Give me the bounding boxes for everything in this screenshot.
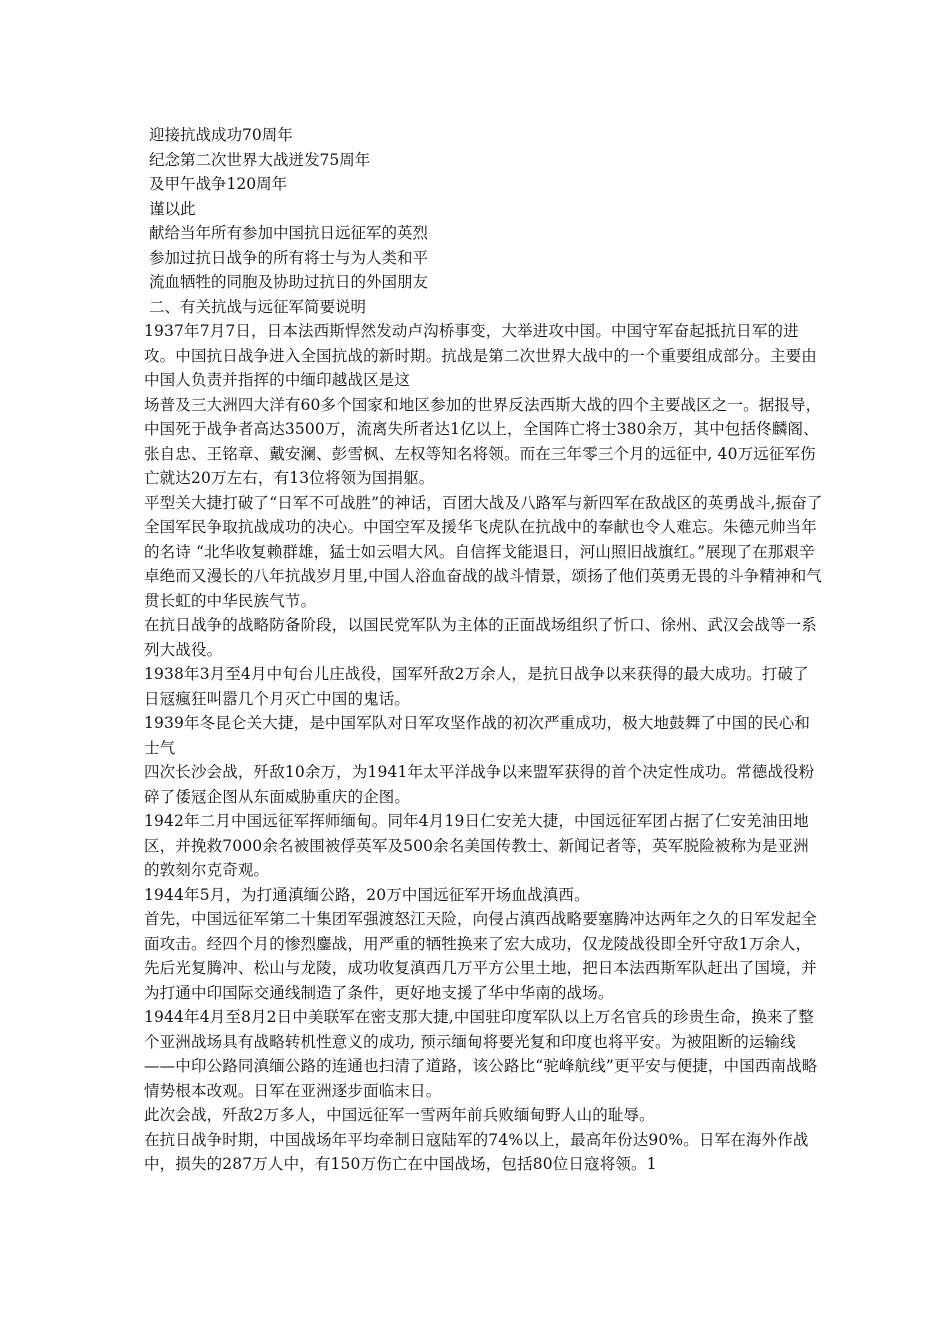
- dedication-line: 流血牺牲的同胞及协助过抗日的外国朋友: [149, 273, 429, 291]
- document-page: [144, 123, 824, 1177]
- paragraph: 1939年冬昆仑关大捷，是中国军队对日军攻坚作战的初次严重成功，极大地鼓舞了中国的民心和士气: [144, 714, 811, 757]
- paragraph: 场普及三大洲四大洋有60多个国家和地区参加的世界反法西斯大战的四个主要战区之一。据报导，中国死于战争者高达3500万，流离失所者达1亿以上，全国阵亡将士380余万，其中包括佟麟阁、张自忠、王铭章、戴安澜、彭雪枫、左权等知名将领。而在三年零三个月的远征中, 40万远征军伤亡就达20万左右，有13位将领为国捐躯。: [144, 395, 822, 487]
- paragraph: 四次长沙会战，歼敌10余万，为1941年太平洋战争以来盟军获得的首个决定性成功。常德战役粉碎了倭冦企图从东面威胁重庆的企图。: [144, 763, 815, 806]
- paragraph: 1944年5月，为打通滇缅公路，20万中国远征军开场血战滇西。: [144, 885, 590, 904]
- paragraph: 1937年7月7日，日本法西斯悍然发动卢沟桥事变，大举进攻中国。中国守军奋起抵抗日军的进攻。中国抗日战争进入全国抗战的新时期。抗战是第二次世界大战中的一个重要组成部分。主要由中国人负责并指挥的中缅印越战区是这: [144, 322, 817, 389]
- paragraph: 在抗日战争的战略防备阶段，以国民党军队为主体的正面战场组织了忻口、徐州、武汉会战等一系列大战役。: [144, 616, 817, 659]
- dedication-line: 及甲午战争120周年: [149, 175, 288, 193]
- section-heading: 二、有关抗战与远征军简要说明: [149, 297, 367, 316]
- paragraph: 在抗日战争时期，中国战场年平均牵制日寇陆军的74%以上，最高年份达90%。日军在海外作战中，损失的287万人中，有150万伤亡在中国战场，包括80位日寇将领。1: [144, 1130, 809, 1173]
- paragraph: 平型关大捷打破了“日军不可战胜”的神话，百团大战及八路军与新四军在敌战区的英勇战斗,振奋了全国军民争取抗战成功的决心。中国空军及援华飞虎队在抗战中的奉献也令人难忘。朱德元帅当年的名诗 “北华收复赖群雄，猛士如云唱大风。自信挥戈能退日，河山照旧战旗红。”展现了在那艰辛卓绝而又漫长的八年抗战岁月里,中国人浴血奋战的战斗情景，颂扬了他们英勇无畏的斗争精神和气贯长虹的中华民族气节。: [144, 493, 823, 610]
- dedication-line: 迎接抗战成功70周年: [149, 126, 293, 144]
- dedication-line: 参加过抗日战争的所有将士与为人类和平: [149, 248, 429, 267]
- paragraph: 1938年3月至4月中旬台儿庄战役，国军歼敌2万余人，是抗日战争以来获得的最大成功。打破了日冦瘋狂叫嚣几个月灭亡中国的鬼话。: [144, 665, 809, 708]
- dedication-line: 纪念第二次世界大战迸发75周年: [149, 150, 371, 169]
- paragraph: 首先，中国远征军第二十集团军强渡怒江天险，向侵占滇西战略要塞腾冲达两年之久的日军发起全面攻击。经四个月的惨烈鏖战，用严重的牺牲换来了宏大成功，仅龙陵战役即全歼守敌1万余人，先后光复腾冲、松山与龙陵，成功收复滇西几万平方公里土地，把日本法西斯军队赶出了国境，并为打通中印国际交通线制造了条件，更好地支援了华中华南的战场。: [144, 910, 817, 1002]
- paragraph: 1944年4月至8月2日中美联军在密支那大捷,中国驻印度军队以上万名官兵的珍贵生命，换来了整个亚洲战场具有战略转机性意义的成功, 预示缅甸将要光复和印度也将平安。为被阻断的运输线——中印公路同滇缅公路的连通也扫清了道路，该公路比“驼峰航线”更平安与便捷，中国西南战略情势根本改观。日军在亚洲逐步面临末日。: [144, 1008, 818, 1100]
- dedication-line: 谨以此: [149, 199, 196, 218]
- paragraph: 此次会战，歼敌2万多人，中国远征军一雪两年前兵败缅甸野人山的耻辱。: [144, 1106, 655, 1124]
- dedication-line: 献给当年所有参加中国抗日远征军的英烈: [149, 224, 429, 242]
- paragraph: 1942年二月中国远征军挥师缅甸。同年4月19日仁安羌大捷，中国远征军团占据了仁安羌油田地区，并挽救7000余名被围被俘英军及500余名美国传教士、新闻记者等，英军脱险被称为是亚洲的敦刻尔克奇观。: [144, 812, 809, 879]
